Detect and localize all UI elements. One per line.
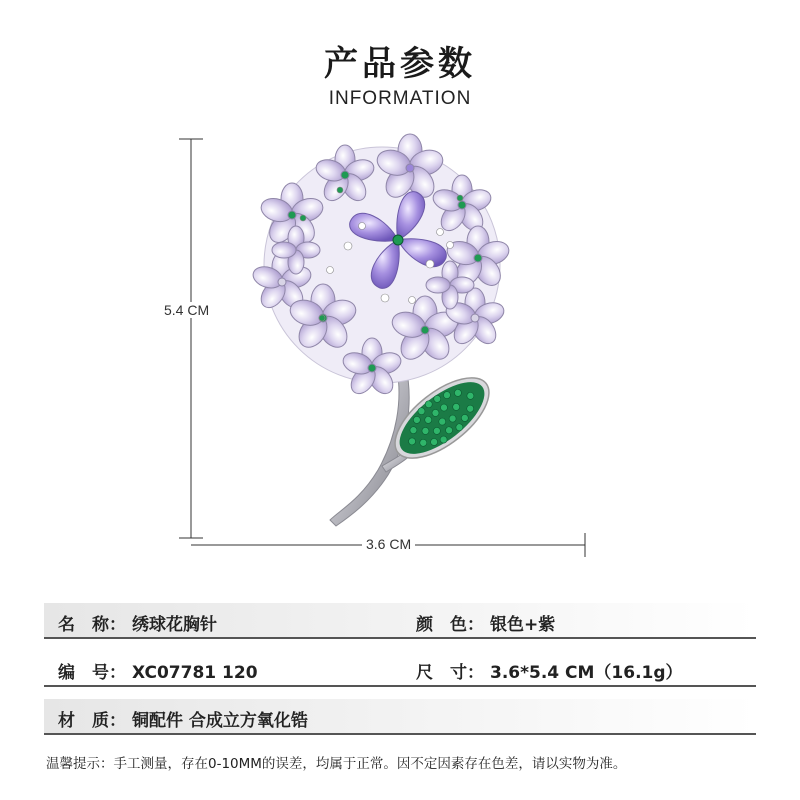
- spec-code: [58, 658, 258, 683]
- spec-value: 绣球花胸针: [132, 615, 217, 635]
- spec-label: 材 质：: [58, 711, 126, 731]
- spec-row: [44, 651, 756, 687]
- spec-name: [58, 610, 217, 635]
- spec-row: [44, 699, 756, 735]
- spec-label: 尺 寸：: [416, 663, 484, 683]
- spec-label: 名 称：: [58, 615, 126, 635]
- spec-row: [44, 603, 756, 639]
- spec-value: 铜配件 合成立方氧化锆: [132, 711, 308, 731]
- height-dimension-label: 5.4 CM: [160, 302, 213, 318]
- spec-size: [416, 658, 683, 683]
- spec-color: [416, 610, 555, 635]
- page-title: 产品参数: [324, 44, 476, 84]
- disclaimer-note: 温馨提示：手工测量，存在0-10MM的误差，均属于正常。因不定因素存在色差，请以实物为准。: [46, 756, 627, 772]
- page-subtitle: INFORMATION: [328, 88, 472, 109]
- width-dimension-label: 3.6 CM: [362, 536, 415, 552]
- height-dimension-line: [179, 139, 203, 538]
- spec-value: 银色+紫: [490, 615, 556, 635]
- spec-value: 3.6*5.4 CM（16.1g）: [490, 663, 683, 683]
- spec-value: XC07781 120: [132, 663, 258, 683]
- spec-material: [58, 706, 308, 731]
- spec-label: 颜 色：: [416, 615, 484, 635]
- spec-label: 编 号：: [58, 663, 126, 683]
